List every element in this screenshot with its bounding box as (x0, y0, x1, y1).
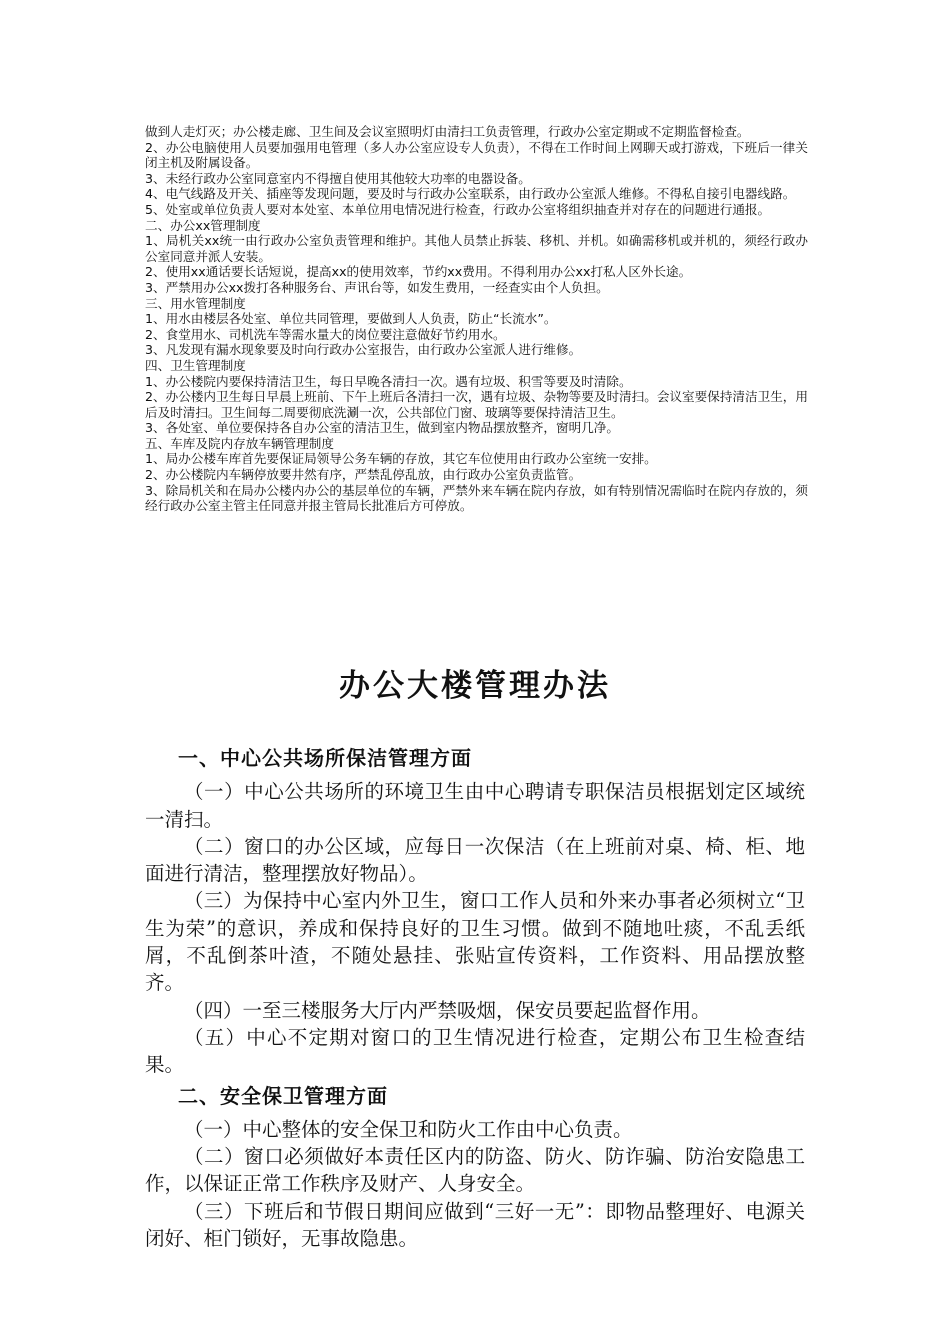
upper-paragraph: 2、办公楼内卫生每日早晨上班前、下午上班后各清扫一次，遇有垃圾、杂物等要及时清扫。会议室要保持清洁卫生，用后及时清扫。卫生间每二周要彻底洗涮一次，公共部位门窗、玻璃等要保持清洁卫生。 (145, 389, 808, 420)
section-paragraph: （五）中心不定期对窗口的卫生情况进行检查，定期公布卫生检查结果。 (145, 1025, 805, 1077)
section-paragraph: （一）中心公共场所的环境卫生由中心聘请专职保洁员根据划定区域统一清扫。 (145, 780, 805, 831)
upper-paragraph: 3、未经行政办公室同意室内不得擅自使用其他较大功率的电器设备。 (145, 170, 531, 186)
upper-paragraph: 2、食堂用水、司机洗车等需水量大的岗位要注意做好节约用水。 (145, 326, 506, 342)
document-title: 办公大楼管理办法 (339, 668, 611, 704)
upper-paragraph: 3、凡发现有漏水现象要及时向行政办公室报告，由行政办公室派人进行维修。 (145, 342, 582, 358)
upper-paragraph: 1、办公楼院内要保持清洁卫生，每日早晚各清扫一次。遇有垃圾、积雪等要及时清除。 (145, 373, 632, 389)
upper-paragraph: 1、局机关xx统一由行政办公室负责管理和维护。其他人员禁止拆装、移机、并机。如确需移机或并机的，须经行政办公室同意并派人安装。 (145, 233, 808, 264)
upper-section-heading: 五、车库及院内存放车辆管理制度 (145, 435, 334, 451)
upper-paragraph: 3、除局机关和在局办公楼内办公的基层单位的车辆，严禁外来车辆在院内存放，如有特别情况需临时在院内存放的，须经行政办公室主管主任同意并报主管局长批准后方可停放。 (145, 482, 808, 514)
upper-paragraph: 1、局办公楼车库首先要保证局领导公务车辆的存放，其它车位使用由行政办公室统一安排。 (145, 451, 657, 467)
upper-section-heading: 二、办公xx管理制度 (145, 217, 261, 233)
upper-paragraph: 2、办公楼院内车辆停放要井然有序，严禁乱停乱放，由行政办公室负责监管。 (145, 467, 582, 483)
upper-paragraph: 3、严禁用办公xx拨打各种服务台、声讯台等，如发生费用，一经查实由个人负担。 (145, 279, 609, 295)
section-paragraph: （四）一至三楼服务大厅内严禁吸烟，保安员要起监督作用。 (184, 998, 711, 1022)
upper-section-heading: 三、用水管理制度 (145, 295, 246, 311)
upper-paragraph: 3、各处室、单位要保持各自办公室的清洁卫生，做到室内物品摆放整齐，窗明几净。 (145, 420, 619, 436)
section-heading: 二、安全保卫管理方面 (178, 1083, 388, 1108)
upper-paragraph: 2、办公电脑使用人员要加强用电管理（多人办公室应设专人负责），不得在工作时间上网聊天或打游戏，下班后一律关闭主机及附属设备。 (145, 139, 808, 171)
upper-paragraph: 做到人走灯灭；办公楼走廊、卫生间及会议室照明灯由清扫工负责管理，行政办公室定期或不定期监督检查。 (145, 124, 750, 139)
upper-paragraph: 1、用水由楼层各处室、单位共同管理，要做到人人负责，防止“长流水”。 (145, 311, 557, 327)
upper-paragraph: 5、处室或单位负责人要对本处室、本单位用电情况进行检查，行政办公室将组织抽查并对存在的问题进行通报。 (145, 201, 771, 217)
upper-paragraph: 2、使用xx通话要长话短说，提高xx的使用效率，节约xx费用。不得利用办公xx打私人区外长途。 (145, 264, 692, 280)
upper-section-heading: 四、卫生管理制度 (145, 357, 246, 373)
section-paragraph: （二）窗口必须做好本责任区内的防盗、防火、防诈骗、防治安隐患工作，以保证正常工作秩序及财产、人身安全。 (145, 1145, 805, 1196)
upper-text-block (145, 124, 808, 514)
section-heading: 一、中心公共场所保洁管理方面 (178, 746, 472, 770)
main-text-block (145, 745, 805, 1252)
section-paragraph: （一）中心整体的安全保卫和防火工作由中心负责。 (184, 1117, 633, 1141)
upper-paragraph: 4、电气线路及开关、插座等发现问题，要及时与行政办公室联系，由行政办公室派人维修。不得私自接引电器线路。 (145, 186, 796, 202)
section-paragraph: （三）为保持中心室内外卫生，窗口工作人员和外来办事者必须树立“卫生为荣”的意识，养成和保持良好的卫生习惯。做到不随地吐痰，不乱丢纸屑，不乱倒茶叶渣，不随处悬挂、张贴宣传资料，工作资料、用品摆放整齐。 (145, 889, 805, 995)
section-paragraph: （三）下班后和节假日期间应做到“三好一无”：即物品整理好、电源关闭好、柜门锁好，无事故隐患。 (145, 1199, 805, 1251)
section-paragraph: （二）窗口的办公区域，应每日一次保洁（在上班前对桌、椅、柜、地面进行清洁，整理摆放好物品）。 (145, 834, 805, 886)
